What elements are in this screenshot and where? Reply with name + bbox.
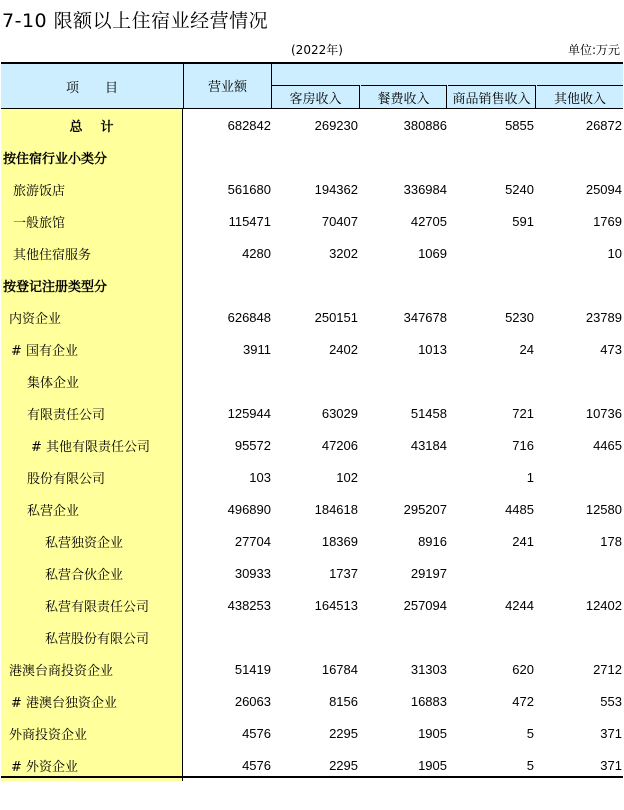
row-value: 380886 [403, 117, 447, 133]
row-value: 721 [512, 405, 534, 421]
row-value: 371 [600, 725, 622, 741]
row-value: 591 [512, 213, 534, 229]
row-value: 682842 [227, 117, 271, 133]
table-row [1, 109, 623, 141]
table-row [1, 333, 623, 365]
row-label: 总 计 [1, 109, 183, 141]
row-value: 4244 [505, 597, 534, 613]
row-value: 18369 [321, 533, 358, 549]
row-value: 4576 [242, 757, 271, 773]
row-value: 716 [512, 437, 534, 453]
header-goods-income: 商品销售收入 [448, 85, 536, 108]
row-value: 5 [526, 757, 534, 773]
row-value: 1013 [418, 341, 447, 357]
row-value: 51419 [234, 661, 271, 677]
row-value: 5230 [505, 309, 534, 325]
row-label: # 国有企业 [1, 333, 183, 365]
row-label: 私营股份有限公司 [1, 621, 183, 653]
row-value: 1069 [418, 245, 447, 261]
row-value: 250151 [314, 309, 358, 325]
row-label: # 外资企业 [1, 749, 183, 781]
table-row [1, 397, 623, 429]
row-value: 103 [249, 469, 271, 485]
table-header [1, 62, 623, 109]
row-label: 私营合伙企业 [1, 557, 183, 589]
row-value: 269230 [314, 117, 358, 133]
table-row [1, 717, 623, 749]
table-row [1, 301, 623, 333]
row-label: # 其他有限责任公司 [1, 429, 183, 461]
row-value: 553 [600, 693, 622, 709]
row-label: 一般旅馆 [1, 205, 183, 237]
table-row [1, 141, 623, 173]
year-label: (2022年) [291, 43, 343, 57]
row-value: 1905 [418, 757, 447, 773]
header-item: 项目 [1, 64, 184, 108]
row-value: 3911 [243, 341, 271, 357]
row-value: 51458 [410, 405, 447, 421]
table-row [1, 365, 623, 397]
row-value: 164513 [314, 597, 358, 613]
row-value: 24 [519, 341, 534, 357]
table-row [1, 685, 623, 717]
row-label: 集体企业 [1, 365, 183, 397]
row-value: 8916 [418, 533, 447, 549]
row-value: 8156 [329, 693, 358, 709]
row-value: 16883 [410, 693, 447, 709]
row-label: 外商投资企业 [1, 717, 183, 749]
row-value: 26872 [585, 117, 622, 133]
table-row [1, 621, 623, 653]
row-label: 私营独资企业 [1, 525, 183, 557]
row-value: 473 [600, 341, 622, 357]
row-value: 25094 [585, 181, 622, 197]
row-value: 257094 [403, 597, 447, 613]
row-value: 626848 [227, 309, 271, 325]
row-value: 12402 [585, 597, 622, 613]
header-revenue: 营业额 [184, 64, 272, 108]
row-value: 95572 [234, 437, 271, 453]
table-row [1, 557, 623, 589]
row-label: 私营有限责任公司 [1, 589, 183, 621]
bottom-rule [1, 776, 623, 778]
row-value: 241 [512, 533, 534, 549]
row-value: 23789 [585, 309, 622, 325]
row-value: 5240 [505, 181, 534, 197]
header-other-income: 其他收入 [537, 85, 623, 108]
row-value: 336984 [403, 181, 447, 197]
row-value: 1905 [418, 725, 447, 741]
row-value: 30933 [234, 565, 271, 581]
row-value: 2402 [329, 341, 358, 357]
row-value: 3202 [329, 245, 358, 261]
row-value: 5 [526, 725, 534, 741]
row-value: 4465 [593, 437, 622, 453]
data-table [1, 62, 623, 781]
table-row [1, 429, 623, 461]
row-value: 4485 [505, 501, 534, 517]
table-row [1, 237, 623, 269]
row-value: 371 [600, 757, 622, 773]
row-value: 472 [512, 693, 534, 709]
table-row [1, 493, 623, 525]
table-row [1, 461, 623, 493]
row-value: 42705 [410, 213, 447, 229]
row-value: 12580 [585, 501, 622, 517]
row-label: 按住宿行业小类分 [1, 141, 183, 173]
row-label: 港澳台商投资企业 [1, 653, 183, 685]
row-label: 内资企业 [1, 301, 183, 333]
table-row [1, 173, 623, 205]
unit-label: 单位:万元 [567, 43, 620, 57]
row-value: 4576 [242, 725, 271, 741]
row-value: 29197 [410, 565, 447, 581]
row-value: 438253 [227, 597, 271, 613]
row-value: 1769 [593, 213, 622, 229]
table-body [1, 109, 623, 781]
row-value: 496890 [227, 501, 271, 517]
row-label: # 港澳台独资企业 [1, 685, 183, 717]
row-value: 2712 [593, 661, 622, 677]
row-value: 26063 [234, 693, 271, 709]
row-value: 561680 [227, 181, 271, 197]
row-label: 其他住宿服务 [1, 237, 183, 269]
row-value: 347678 [403, 309, 447, 325]
row-value: 1737 [329, 565, 358, 581]
page-title: 7-10 限额以上住宿业经营情况 [2, 10, 269, 32]
row-value: 1 [526, 469, 534, 485]
row-value: 16784 [321, 661, 358, 677]
row-value: 5855 [505, 117, 534, 133]
table-row [1, 269, 623, 301]
row-value: 10 [607, 245, 622, 261]
row-value: 63029 [321, 405, 358, 421]
row-value: 10736 [585, 405, 622, 421]
row-value: 194362 [314, 181, 358, 197]
table-row [1, 205, 623, 237]
row-value: 43184 [410, 437, 447, 453]
table-row [1, 653, 623, 685]
header-meal-income: 餐费收入 [361, 85, 447, 108]
row-label: 股份有限公司 [1, 461, 183, 493]
row-label: 有限责任公司 [1, 397, 183, 429]
row-value: 620 [512, 661, 534, 677]
row-value: 27704 [234, 533, 271, 549]
row-value: 125944 [227, 405, 271, 421]
row-value: 4280 [242, 245, 271, 261]
table-row [1, 525, 623, 557]
table-row [1, 589, 623, 621]
row-label: 旅游饭店 [1, 173, 183, 205]
row-value: 2295 [329, 757, 358, 773]
row-value: 70407 [321, 213, 358, 229]
header-room-income: 客房收入 [272, 85, 360, 108]
row-label: 按登记注册类型分 [1, 269, 183, 301]
row-value: 184618 [314, 501, 358, 517]
row-label: 私营企业 [1, 493, 183, 525]
row-value: 295207 [403, 501, 447, 517]
row-value: 47206 [321, 437, 358, 453]
row-value: 31303 [410, 661, 447, 677]
row-value: 115471 [228, 213, 271, 229]
row-value: 178 [600, 533, 622, 549]
row-value: 102 [336, 469, 358, 485]
row-value: 2295 [329, 725, 358, 741]
